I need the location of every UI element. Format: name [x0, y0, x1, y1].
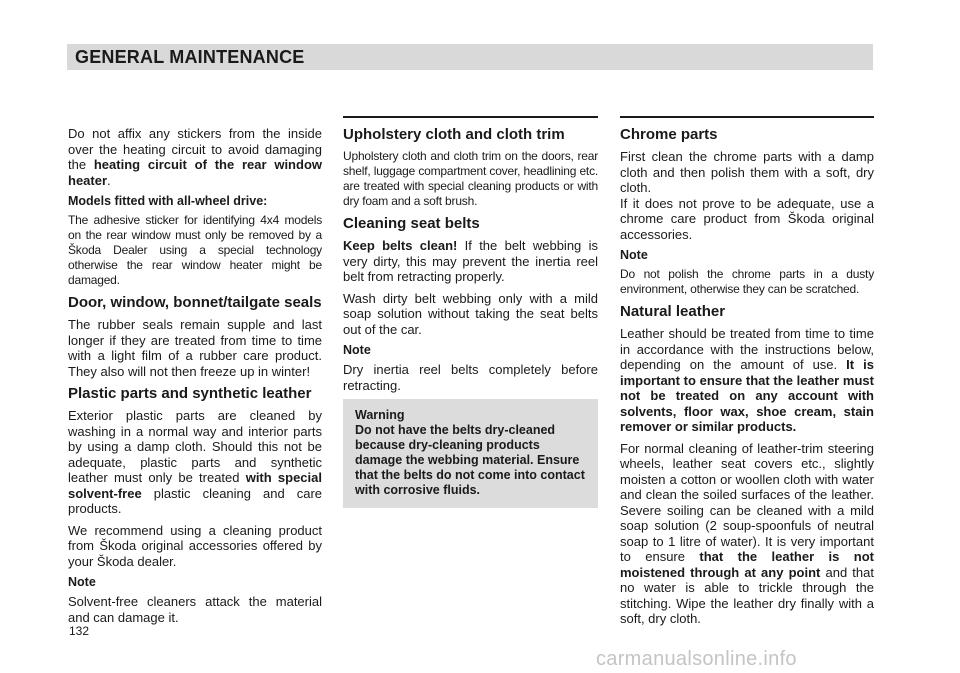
paragraph-note: Solvent-free cleaners attack the material and can damage it.: [68, 594, 322, 625]
heading-seat-belts: Cleaning seat belts: [343, 215, 480, 232]
warning-label: Warning: [355, 408, 405, 422]
heading-seals: Door, window, bonnet/tailgate seals: [68, 294, 322, 311]
warning-text: Do not have the belts dry-cleaned because dry-cleaning products damage the webbing material. Ensure that the belts do not come into contact with corrosive fluids.: [355, 423, 585, 497]
heading-plastic: Plastic parts and synthetic leather: [68, 385, 312, 402]
page-title: GENERAL MAINTENANCE: [75, 47, 305, 67]
column-left: [68, 126, 322, 631]
heading-upholstery: Upholstery cloth and cloth trim: [343, 126, 565, 143]
paragraph-normal-cleaning: For normal cleaning of leather-trim steering wheels, leather seat covers etc., slightly moisten a cotton or woollen cloth with water and clean the soiled surfaces of the leather. Severe soiling can be cleaned with a mild soap solution (2 soup-spoonfuls of neutral soap to 1 litre of water). It is very important to ensure that the leather is not moistened through at any point and that no water is able to trickle through the stitching. Wipe the leather dry finally with a soft, dry cloth.: [620, 440, 874, 626]
note-label: Note: [343, 343, 371, 357]
paragraph-leather: Leather should be treated from time to time in accordance with the instructions below, depending on the amount of use. It is important to ensure that the leather must not be treated on any account with solvents, floor wax, shoe cream, stain remover or similar products.: [620, 326, 874, 434]
emphasis-keep-clean: Keep belts clean!: [343, 238, 458, 253]
column-middle: [343, 116, 598, 508]
emphasis-not-moistened: that the leather is not moistened through at any point: [620, 549, 874, 580]
paragraph-stickers: Do not affix any stickers from the inside over the heating circuit to avoid damaging the heating circuit of the rear window heater.: [68, 126, 322, 188]
paragraph-belts: Keep belts clean! If the belt webbing is very dirty, this may prevent the inertia reel belt from retracting properly.: [343, 238, 598, 284]
paragraph-note: Do not polish the chrome parts in a dusty environment, otherwise they can be scratched.: [620, 267, 874, 296]
paragraph-upholstery: Upholstery cloth and cloth trim on the doors, rear shelf, luggage compartment cover, headlining etc. are treated with special cleaning products or with dry foam and a soft brush.: [343, 149, 598, 208]
note-label: Note: [620, 248, 648, 262]
heading-chrome: Chrome parts: [620, 126, 718, 143]
emphasis-solvent-free: with special solvent-free: [68, 470, 322, 501]
paragraph-note: Dry inertia reel belts completely before retracting.: [343, 362, 598, 393]
heading-awd: Models fitted with all-wheel drive:: [68, 194, 268, 208]
paragraph-seals: The rubber seals remain supple and last longer if they are treated from time to time with a light film of a rubber care product. They also will not then freeze up in winter!: [68, 317, 322, 379]
note-label: Note: [68, 575, 96, 589]
section-header-bar: [67, 44, 873, 70]
column-right: [620, 116, 874, 633]
warning-box: [343, 399, 598, 508]
paragraph-plastic: Exterior plastic parts are cleaned by washing in a normal way and interior parts by using a damp cloth. Should this not be adequate, plastic parts and synthetic leather must only be treated with special solvent-free plastic cleaning and care products.: [68, 408, 322, 516]
paragraph-awd: The adhesive sticker for identifying 4x4 models on the rear window must only be removed by a Škoda Dealer using a special technology otherwise the rear window heater might be damaged.: [68, 213, 322, 287]
emphasis-heating-circuit: heating circuit of the rear window heater: [68, 157, 322, 188]
paragraph-wash: Wash dirty belt webbing only with a mild soap solution without taking the seat belts out of the car.: [343, 290, 598, 337]
watermark: carmanualsonline.info: [596, 648, 797, 670]
page-number: 132: [69, 624, 90, 638]
paragraph-recommend: We recommend using a cleaning product from Škoda original accessories offered by your Škoda dealer.: [68, 522, 322, 569]
paragraph-chrome: First clean the chrome parts with a damp cloth and then polish them with a soft, dry cloth. If it does not prove to be adequate, use a chrome care product from Škoda original accessories.: [620, 149, 874, 242]
emphasis-leather-warning: It is important to ensure that the leather must not be treated on any account with solvents, floor wax, shoe cream, stain remover or similar products.: [620, 357, 874, 434]
heading-leather: Natural leather: [620, 303, 726, 320]
